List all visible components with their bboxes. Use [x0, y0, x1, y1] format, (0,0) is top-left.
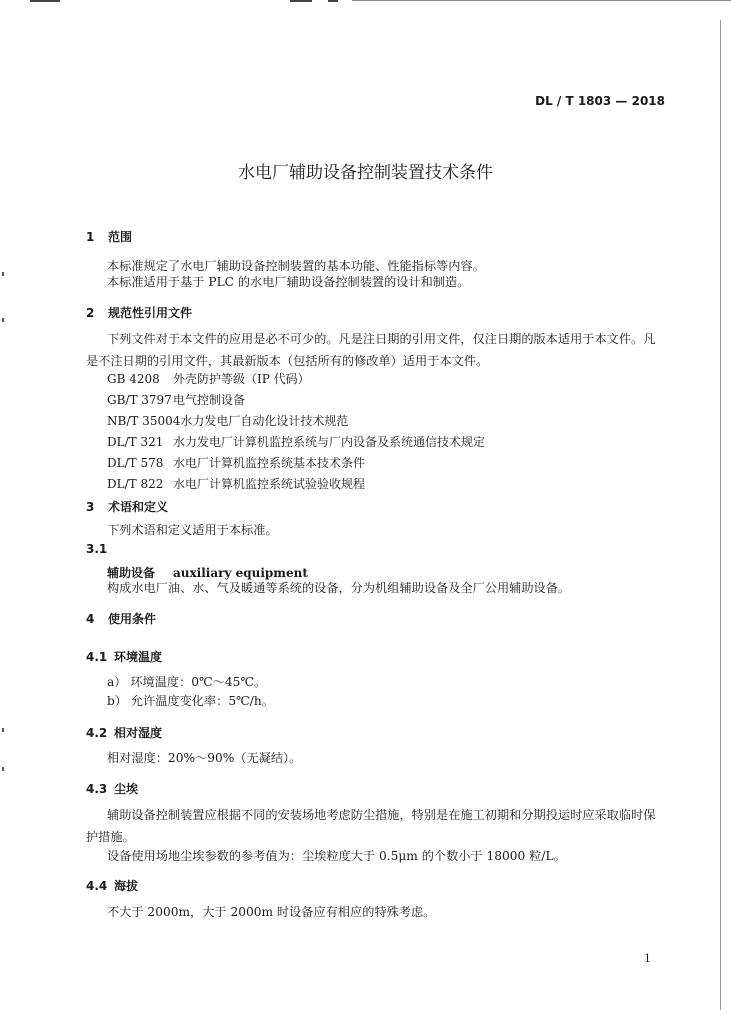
subsection-title: 相对湿度: [114, 726, 163, 740]
section-title: 规范性引用文件: [108, 306, 193, 320]
paragraph: 下列术语和定义适用于本标准。: [107, 523, 278, 537]
section-title: 术语和定义: [108, 500, 169, 514]
reference-title: 水电厂计算机监控系统基本技术条件: [173, 456, 366, 470]
subsection-title: 尘埃: [114, 782, 139, 796]
paragraph: 不大于 2000m，大于 2000m 时设备应有相应的特殊考虑。: [107, 905, 436, 919]
section-title: 范围: [108, 230, 133, 244]
subsection-number: 4.2: [86, 726, 108, 740]
reference-item: [107, 433, 485, 450]
clause-number: 3.1: [86, 542, 108, 556]
reference-code: DL/T 321: [107, 435, 164, 449]
paragraph: 辅助设备控制装置应根据不同的安装场地考虑防尘措施，特别是在施工初期和分期投运时应采取临时保护措施。: [86, 808, 656, 844]
section-3-heading: [86, 498, 168, 515]
paragraph: 下列文件对于本文件的应用是必不可少的。凡是注日期的引用文件，仅注日期的版本适用于本文件。凡是不注日期的引用文件，其最新版本（包括所有的修改单）适用于本文件。: [86, 332, 656, 368]
subsection-4-4-heading: [86, 877, 138, 894]
subsection-number: 4.3: [86, 782, 108, 796]
term-entry: [107, 564, 308, 581]
document-title: 水电厂辅助设备控制装置技术条件: [238, 163, 493, 183]
subsection-title: 环境温度: [114, 650, 163, 664]
subsection-4-2-heading: [86, 724, 162, 741]
scan-edge-mark: [2, 728, 4, 732]
paragraph: 本标准规定了水电厂辅助设备控制装置的基本功能、性能指标等内容。: [107, 259, 485, 273]
reference-code: GB 4208: [107, 372, 160, 386]
reference-title: 水力发电厂计算机监控系统与厂内设备及系统通信技术规定: [173, 435, 486, 449]
reference-title: 电气控制设备: [173, 393, 246, 407]
section-number: 4: [86, 612, 95, 626]
reference-code: NB/T 35004: [107, 414, 181, 428]
reference-title: 水力发电厂自动化设计技术规范: [180, 414, 349, 428]
paragraph: 本标准适用于基于 PLC 的水电厂辅助设备控制装置的设计和制造。: [107, 275, 470, 289]
paragraph: 设备使用场地尘埃参数的参考值为：尘埃粒度大于 0.5μm 的个数小于 18000 粒/L。: [107, 849, 566, 863]
scan-edge-mark: [2, 767, 4, 771]
reference-item: [107, 370, 310, 387]
page-number: 1: [644, 952, 651, 965]
list-item: a） 环境温度：0℃～45℃。: [107, 675, 267, 689]
list-item: b） 允许温度变化率：5℃/h。: [107, 694, 274, 708]
reference-title: 外壳防护等级（IP 代码）: [173, 372, 310, 386]
term-definition: 构成水电厂油、水、气及暖通等系统的设备，分为机组辅助设备及全厂公用辅助设备。: [107, 581, 571, 595]
term-english: auxiliary equipment: [173, 566, 308, 580]
paragraph: 相对湿度：20%～90%（无凝结）。: [107, 751, 302, 765]
section-1-heading: [86, 228, 132, 245]
reference-title: 水电厂计算机监控系统试验验收规程: [173, 477, 366, 491]
reference-code: GB/T 3797: [107, 393, 172, 407]
scan-edge-mark: [2, 272, 4, 276]
reference-item: [107, 391, 245, 408]
term-chinese: 辅助设备: [107, 566, 156, 580]
reference-item: [107, 475, 365, 492]
scan-edge-mark: [2, 318, 4, 322]
scan-top-edge: [0, 0, 731, 3]
reference-code: DL/T 822: [107, 477, 164, 491]
reference-item: [107, 454, 365, 471]
clause-3-1-number: [86, 542, 107, 556]
section-title: 使用条件: [108, 612, 157, 626]
reference-code: DL/T 578: [107, 456, 164, 470]
subsection-title: 海拔: [114, 879, 139, 893]
document-code: DL / T 1803 — 2018: [535, 94, 665, 108]
section-number: 3: [86, 500, 95, 514]
reference-item: [107, 412, 348, 429]
section-number: 2: [86, 306, 95, 320]
subsection-4-1-heading: [86, 648, 162, 665]
section-2-heading: [86, 304, 192, 321]
subsection-number: 4.4: [86, 879, 108, 893]
section-number: 1: [86, 230, 95, 244]
section-4-heading: [86, 610, 156, 627]
subsection-4-3-heading: [86, 780, 138, 797]
subsection-number: 4.1: [86, 650, 108, 664]
